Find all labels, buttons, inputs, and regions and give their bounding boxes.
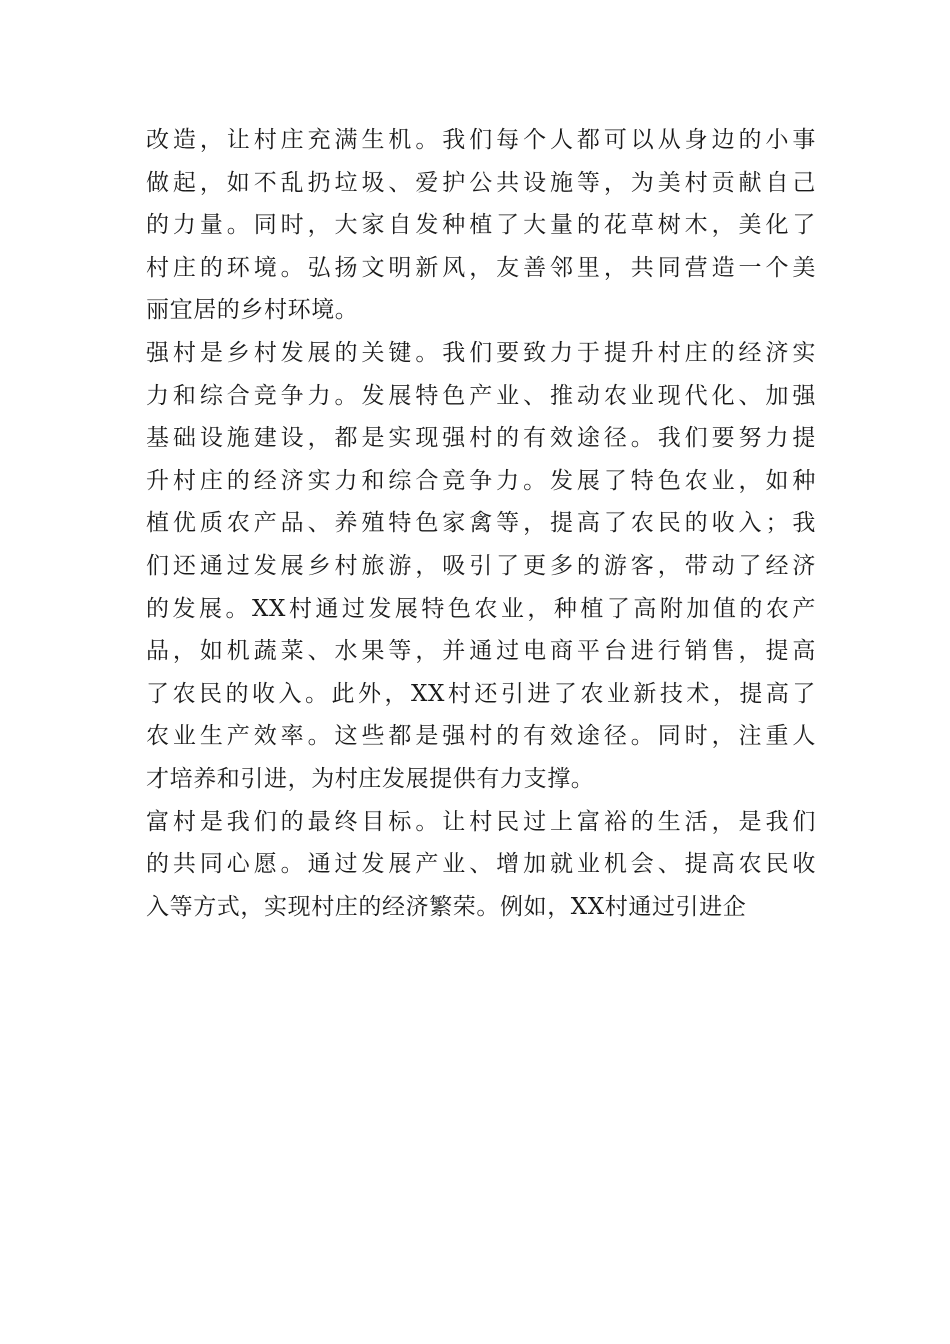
text-line: 的力量。同时，大家自发种植了大量的花草树木，美化了: [146, 212, 816, 239]
text-line: 的发展。XX村通过发展特色农业，种植了高附加值的农产: [146, 595, 816, 622]
text-line: 基础设施建设，都是实现强村的有效途径。我们要努力提: [146, 425, 816, 452]
text-line: 农业生产效率。这些都是强村的有效途径。同时，注重人: [146, 723, 816, 750]
text-line: 的共同心愿。通过发展产业、增加就业机会、提高农民收: [146, 851, 816, 878]
text-line: 力和综合竞争力。发展特色产业、推动农业现代化、加强: [146, 382, 816, 409]
text-line: 了农民的收入。此外，XX村还引进了农业新技术，提高了: [146, 680, 816, 707]
text-line: 改造，让村庄充满生机。我们每个人都可以从身边的小事: [146, 127, 816, 153]
text-line: 入等方式，实现村庄的经济繁荣。例如，XX村通过引进企: [146, 893, 747, 920]
text-line: 做起，如不乱扔垃圾、爱护公共设施等，为美村贡献自己: [146, 169, 816, 196]
text-line: 丽宜居的乡村环境。: [146, 297, 359, 324]
text-line: 才培养和引进，为村庄发展提供有力支撑。: [146, 765, 595, 792]
document-body: [146, 119, 816, 928]
text-line: 植优质农产品、养殖特色家禽等，提高了农民的收入；我: [146, 510, 816, 537]
text-line: 村庄的环境。弘扬文明新风，友善邻里，共同营造一个美: [146, 254, 816, 281]
text-line: 强村是乡村发展的关键。我们要致力于提升村庄的经济实: [146, 339, 816, 366]
text-line: 富村是我们的最终目标。让村民过上富裕的生活，是我们: [146, 808, 816, 835]
text-line: 升村庄的经济实力和综合竞争力。发展了特色农业，如种: [146, 467, 816, 494]
text-line: 们还通过发展乡村旅游，吸引了更多的游客，带动了经济: [146, 552, 816, 579]
text-line: 品，如机蔬菜、水果等，并通过电商平台进行销售，提高: [146, 638, 816, 665]
